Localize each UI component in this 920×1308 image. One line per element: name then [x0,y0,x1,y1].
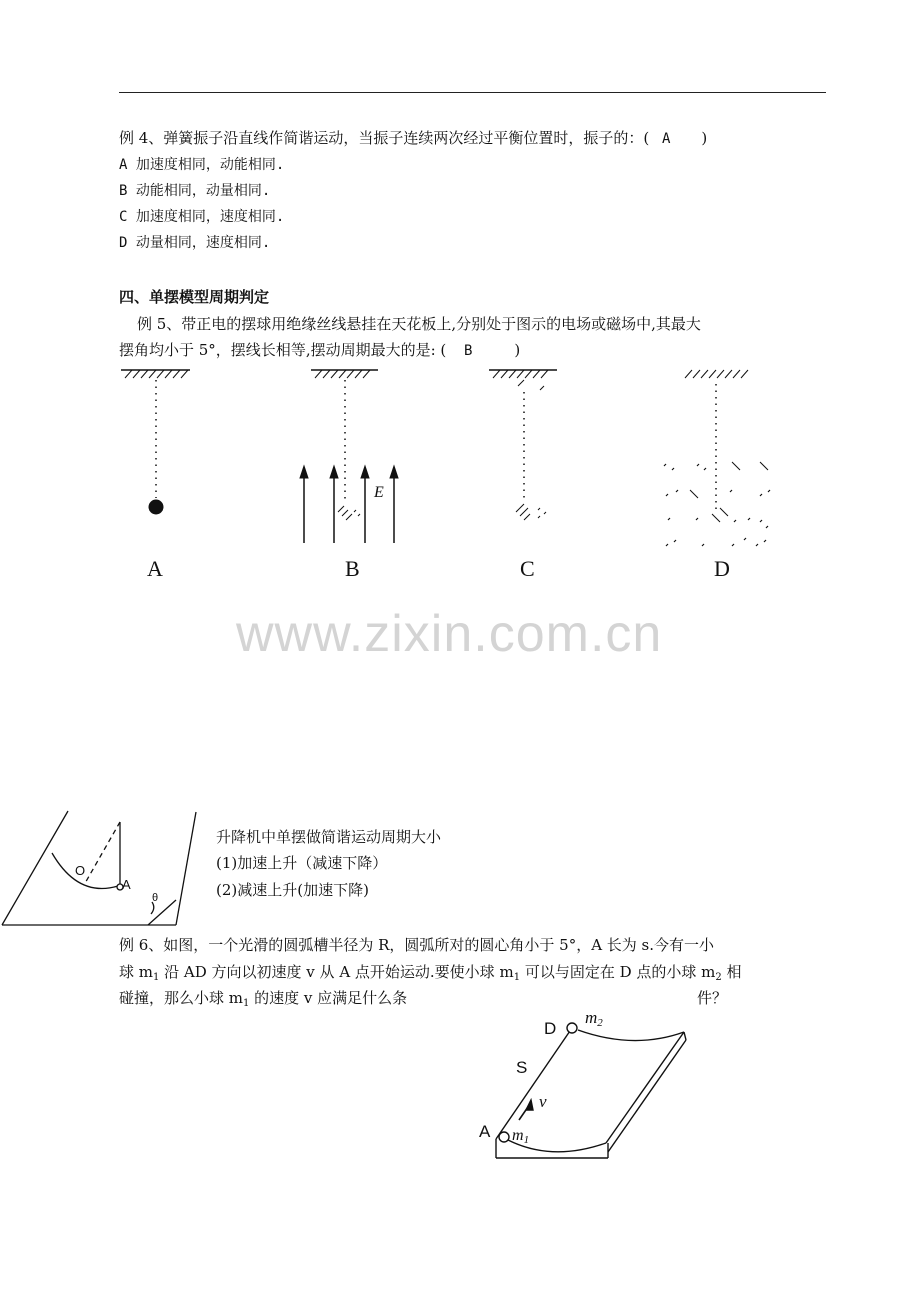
groove-label-v: v [539,1092,547,1111]
example6-line3: 碰撞，那么小球 $m_1$ 的速度 v 应满足什么条 [119,989,408,1009]
example4-option-c: C 加速度相同，速度相同. [119,209,285,225]
example6-line3-tail: 件？ [697,989,728,1007]
example5-line2: 摆角均小于 5°，摆线长相等,摆动周期最大的是: ( B ) [119,341,521,359]
field-label-e: E [374,484,384,501]
figure-label-c: C [520,556,535,581]
example5-line1: 例 5、带正电的摆球用绝缘丝线悬挂在天花板上,分别处于图示的电场或磁场中,其最大 [137,315,701,333]
example6-line1: 例 6、如图，一个光滑的圆弧槽半径为 R，圆弧所对的圆心角小于 5°，A 长为 s.今有一小 [119,936,715,954]
incline-label-theta: θ [152,892,159,904]
groove-label-s: S [516,1058,528,1077]
section-title: 四、单摆模型周期判定 [119,288,270,306]
elevator-item-2: (2)减速上升(加速下降) [216,881,369,899]
velocity-arrow [526,1100,533,1110]
elevator-title: 升降机中单摆做简谐运动周期大小 [216,828,442,846]
groove-label-a: A [479,1122,491,1141]
example4-option-a: A 加速度相同，动能相同. [119,157,285,173]
elevator-item-1: (1)加速上升（减速下降） [216,854,388,872]
figure-label-d: D [714,556,730,581]
ball-m1 [499,1132,509,1142]
figure-label-b: B [345,556,360,581]
watermark: www.zixin.com.cn [236,605,663,663]
example4-option-b: B 动能相同，动量相同. [119,183,271,199]
example6-line2: 球 $m_1$ 沿 AD 方向以初速度 v 从 A 点开始运动.要使小球 $m_1$ 可以与固定在 D 点的小球 $m_2$ 相 [119,963,742,983]
groove-label-m1: m1 [512,1127,530,1146]
groove-label-m2: m2 [585,1008,603,1029]
groove-label-d: D [544,1019,557,1038]
ball-m2 [567,1023,577,1033]
example4-question: 例 4、弹簧振子沿直线作简谐运动，当振子连续两次经过平衡位置时，振子的：( A ) [119,129,708,147]
incline-label-o: O [75,863,86,878]
incline-label-a: A [122,877,131,892]
example4-option-d: D 动量相同，速度相同. [119,235,271,251]
figure-label-a: A [147,556,163,581]
